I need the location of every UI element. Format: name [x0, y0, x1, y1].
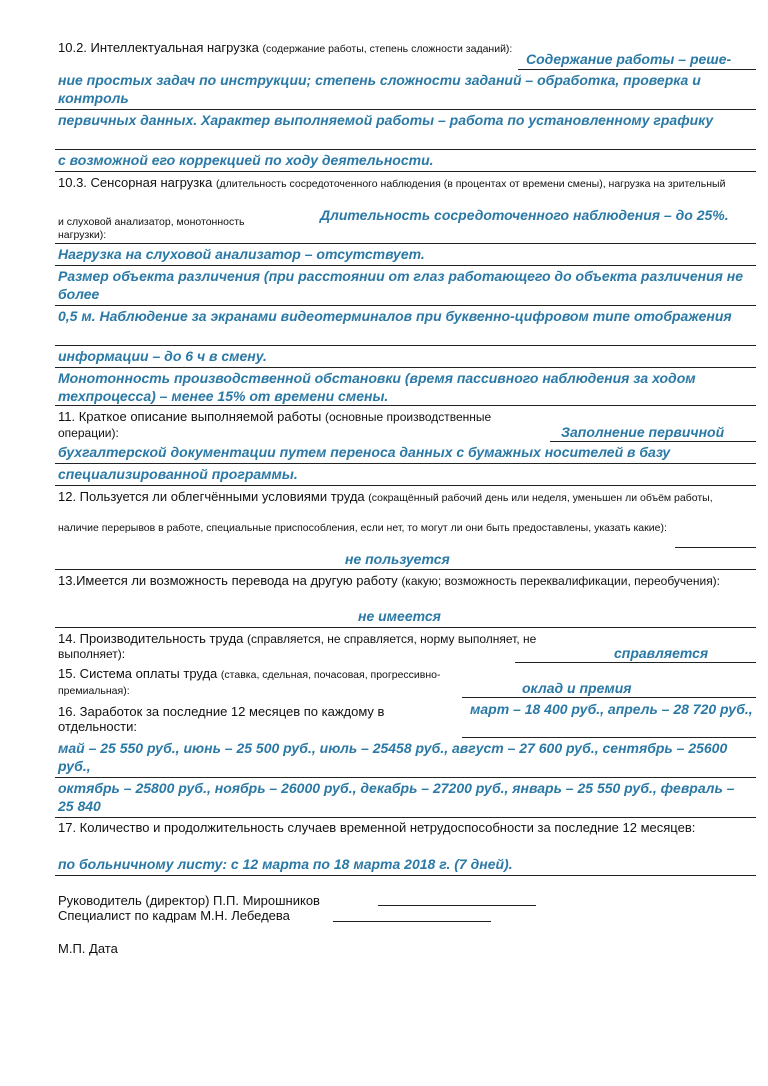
- section-11-note: (основные производственные операции):: [58, 410, 492, 440]
- section-10-2-title: 10.2. Интеллектуальная нагрузка: [58, 40, 259, 55]
- section-11-title: 11. Краткое описание выполняемой работы: [58, 409, 322, 424]
- section-14-label: [58, 631, 588, 661]
- section-12-answer: не пользуется: [345, 551, 450, 567]
- section-15-label: [58, 666, 498, 698]
- section-10-3-label: [58, 175, 748, 191]
- section-16-answer-line: май – 25 550 руб., июнь – 25 500 руб., июль – 25458 руб., август – 27 600 руб., сентябрь – 25600 руб.,: [58, 740, 728, 774]
- section-10-3-answer-line: 0,5 м. Наблюдение за экранами видеотерминалов при буквенно-цифровом типе отображения: [58, 308, 732, 324]
- section-10-2-label: [58, 40, 518, 56]
- section-17-answer: по больничному листу: с 12 марта по 18 марта 2018 г. (7 дней).: [58, 856, 513, 872]
- section-16-label: 16. Заработок за последние 12 месяцев по каждому в отдельности:: [58, 704, 385, 734]
- section-10-3-answer-line: информации – до 6 ч в смену.: [58, 348, 267, 364]
- section-15-note: (ставка, сдельная, почасовая, прогрессивно-премиальная):: [58, 669, 441, 697]
- section-11-label: [58, 409, 538, 441]
- section-13-title: 13.Имеется ли возможность перевода на другую работу: [58, 573, 398, 588]
- section-11-answer-line: бухгалтерской документации путем переноса данных с бумажных носителей в базу: [58, 444, 671, 460]
- section-10-3-answer-first: Длительность сосредоточенного наблюдения – до 25%.: [320, 207, 729, 223]
- section-10-2-answer-line: с возможной его коррекцией по ходу деятельности.: [58, 152, 434, 168]
- section-13-note: (какую; возможность переквалификации, переобучения):: [401, 574, 721, 588]
- section-11-answer-first: Заполнение первичной: [561, 424, 725, 440]
- section-12-title: 12. Пользуется ли облегчёнными условиями труда: [58, 489, 365, 504]
- director-signature-line: [378, 905, 536, 906]
- section-10-2-note: (содержание работы, степень сложности заданий):: [262, 43, 513, 55]
- section-13-label: [58, 573, 748, 588]
- section-10-2-answer-line: первичных данных. Характер выполняемой работы – работа по установленному графику: [58, 112, 714, 128]
- section-14-note: (справляется, не справляется, норму выполняет, не выполняет):: [58, 632, 537, 661]
- section-16-answer-line: октябрь – 25800 руб., ноябрь – 26000 руб., декабрь – 27200 руб., январь – 25 550 руб., февраль – 25 840: [58, 780, 735, 814]
- section-10-2-answer-first: Содержание работы – реше-: [526, 51, 732, 67]
- section-10-3-answer-line: Монотонность производственной обстановки (время пассивного наблюдения за ходом техпроцесса) – менее 15% от времени смены.: [58, 370, 696, 404]
- section-14-answer: справляется: [614, 645, 709, 661]
- section-10-3-answer-line: Размер объекта различения (при расстоянии от глаз работающего до объекта различения не более: [58, 268, 744, 302]
- hr-signature-label: Специалист по кадрам М.Н. Лебедева: [58, 908, 290, 923]
- section-10-3-title: 10.3. Сенсорная нагрузка: [58, 175, 213, 190]
- section-12-note-2: наличие перерывов в работе, специальные приспособления, если нет, то могут ли они быть предоставлены, указать какие):: [58, 522, 667, 534]
- section-10-3-note-2: и слуховой анализатор, монотонность нагрузки):: [58, 216, 245, 241]
- hr-signature-line: [333, 921, 491, 922]
- section-14-title: 14. Производительность труда: [58, 631, 244, 646]
- section-10-2-answer-line: ние простых задач по инструкции; степень сложности заданий – обработка, проверка и контроль: [58, 72, 701, 106]
- section-17-label: 17. Количество и продолжительность случаев временной нетрудоспособности за последние 12 месяцев:: [58, 820, 696, 835]
- section-10-3-answer-line: Нагрузка на слуховой анализатор – отсутствует.: [58, 246, 425, 262]
- stamp-date-label: М.П. Дата: [58, 941, 118, 956]
- section-10-3-note: (длительность сосредоточенного наблюдения (в процентах от времени смены), нагрузка на зрительный: [216, 178, 726, 190]
- section-13-answer: не имеется: [358, 608, 441, 624]
- section-16-answer-first: март – 18 400 руб., апрель – 28 720 руб.,: [470, 701, 753, 717]
- section-12-note: (сокращённый рабочий день или неделя, уменьшен ли объём работы,: [368, 492, 713, 504]
- section-15-title: 15. Система оплаты труда: [58, 666, 218, 681]
- director-signature-label: Руководитель (директор) П.П. Мирошников: [58, 893, 320, 908]
- section-11-answer-line: специализированной программы.: [58, 466, 298, 482]
- section-12-label: [58, 489, 748, 505]
- section-15-answer: оклад и премия: [522, 680, 632, 696]
